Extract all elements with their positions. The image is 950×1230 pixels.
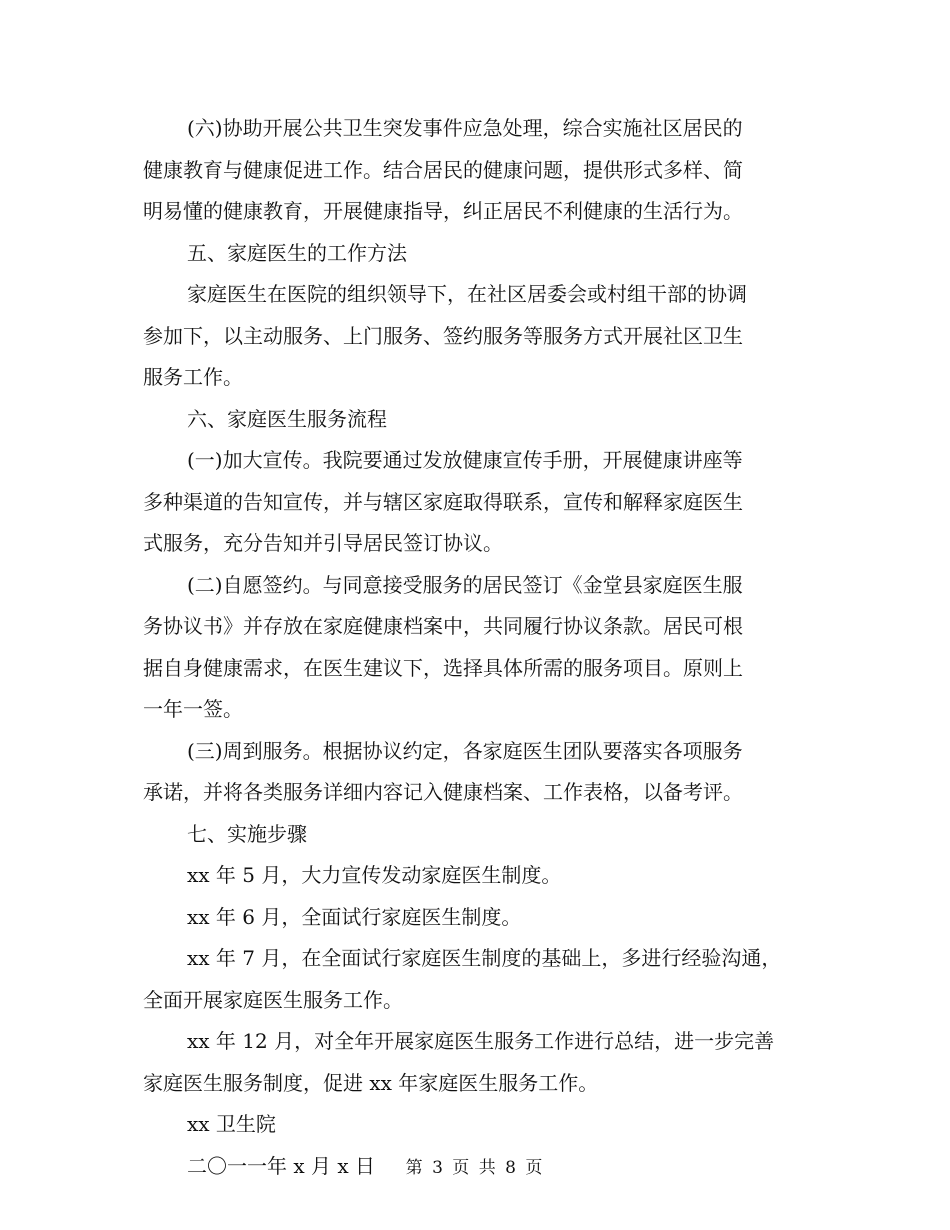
text-line: (六)协助开展公共卫生突发事件应急处理，综合实施社区居民的 xyxy=(187,116,743,140)
text-line: 据自身健康需求，在医生建议下，选择具体所需的服务项目。原则上 xyxy=(143,655,743,680)
text-line: 七、实施步骤 xyxy=(187,821,307,846)
text-line: 一年一签。 xyxy=(143,697,243,721)
text-line: 参加下，以主动服务、上门服务、签约服务等服务方式开展社区卫生 xyxy=(143,323,743,348)
text-line: 务协议书》并存放在家庭健康档案中，共同履行协议条款。居民可根 xyxy=(143,614,743,638)
paragraph-p6-emergency xyxy=(143,108,807,233)
paragraph-signature-org xyxy=(143,1104,807,1146)
document-body xyxy=(143,108,807,1187)
text-line: 二〇一一年 x 月 x 日 xyxy=(187,1153,375,1178)
text-line: 服务工作。 xyxy=(143,365,243,389)
paragraph-heading-5 xyxy=(143,233,807,275)
paragraph-step-june xyxy=(143,897,807,939)
text-line: 家庭医生在医院的组织领导下，在社区居委会或村组干部的协调 xyxy=(187,282,747,306)
paragraph-heading-7 xyxy=(143,814,807,856)
paragraph-step-may xyxy=(143,855,807,897)
text-line: (三)周到服务。根据协议约定，各家庭医生团队要落实各项服务 xyxy=(187,738,743,763)
paragraph-step-july xyxy=(143,938,807,1021)
text-line: 六、家庭医生服务流程 xyxy=(187,406,387,431)
text-line: xx 年 12 月，对全年开展家庭医生服务工作进行总结，进一步完善 xyxy=(187,1029,775,1053)
text-line: xx 年 6 月，全面试行家庭医生制度。 xyxy=(187,904,522,929)
text-line: (一)加大宣传。我院要通过发放健康宣传手册，开展健康讲座等 xyxy=(187,448,743,472)
text-line: 承诺，并将各类服务详细内容记入健康档案、工作表格，以备考评。 xyxy=(143,780,743,804)
text-line: xx 年 7 月，在全面试行家庭医生制度的基础上，多进行经验沟通， xyxy=(187,946,782,970)
text-line: 五、家庭医生的工作方法 xyxy=(187,240,407,265)
text-line: 式服务，充分告知并引导居民签订协议。 xyxy=(143,531,503,555)
text-line: 家庭医生服务制度，促进 xx 年家庭医生服务工作。 xyxy=(143,1070,599,1095)
text-line: xx 年 5 月，大力宣传发动家庭医生制度。 xyxy=(187,863,562,887)
text-line: 全面开展家庭医生服务工作。 xyxy=(143,987,403,1012)
text-line: 明易懂的健康教育，开展健康指导，纠正居民不利健康的生活行为。 xyxy=(143,199,743,223)
paragraph-heading-6 xyxy=(143,399,807,441)
text-line: xx 卫生院 xyxy=(187,1112,276,1136)
paragraph-p-methods xyxy=(143,274,807,399)
text-line: (二)自愿签约。与同意接受服务的居民签订《金堂县家庭医生服 xyxy=(187,572,743,597)
paragraph-p-flow-1 xyxy=(143,440,807,565)
paragraph-p-flow-2 xyxy=(143,565,807,731)
paragraph-p-flow-3 xyxy=(143,731,807,814)
text-line: 健康教育与健康促进工作。结合居民的健康问题，提供形式多样、简 xyxy=(143,157,743,182)
paragraph-step-december xyxy=(143,1021,807,1104)
page-number-footer: 第 3 页 共 8 页 xyxy=(405,1158,545,1178)
text-line: 多种渠道的告知宣传，并与辖区家庭取得联系，宣传和解释家庭医生 xyxy=(143,489,743,514)
